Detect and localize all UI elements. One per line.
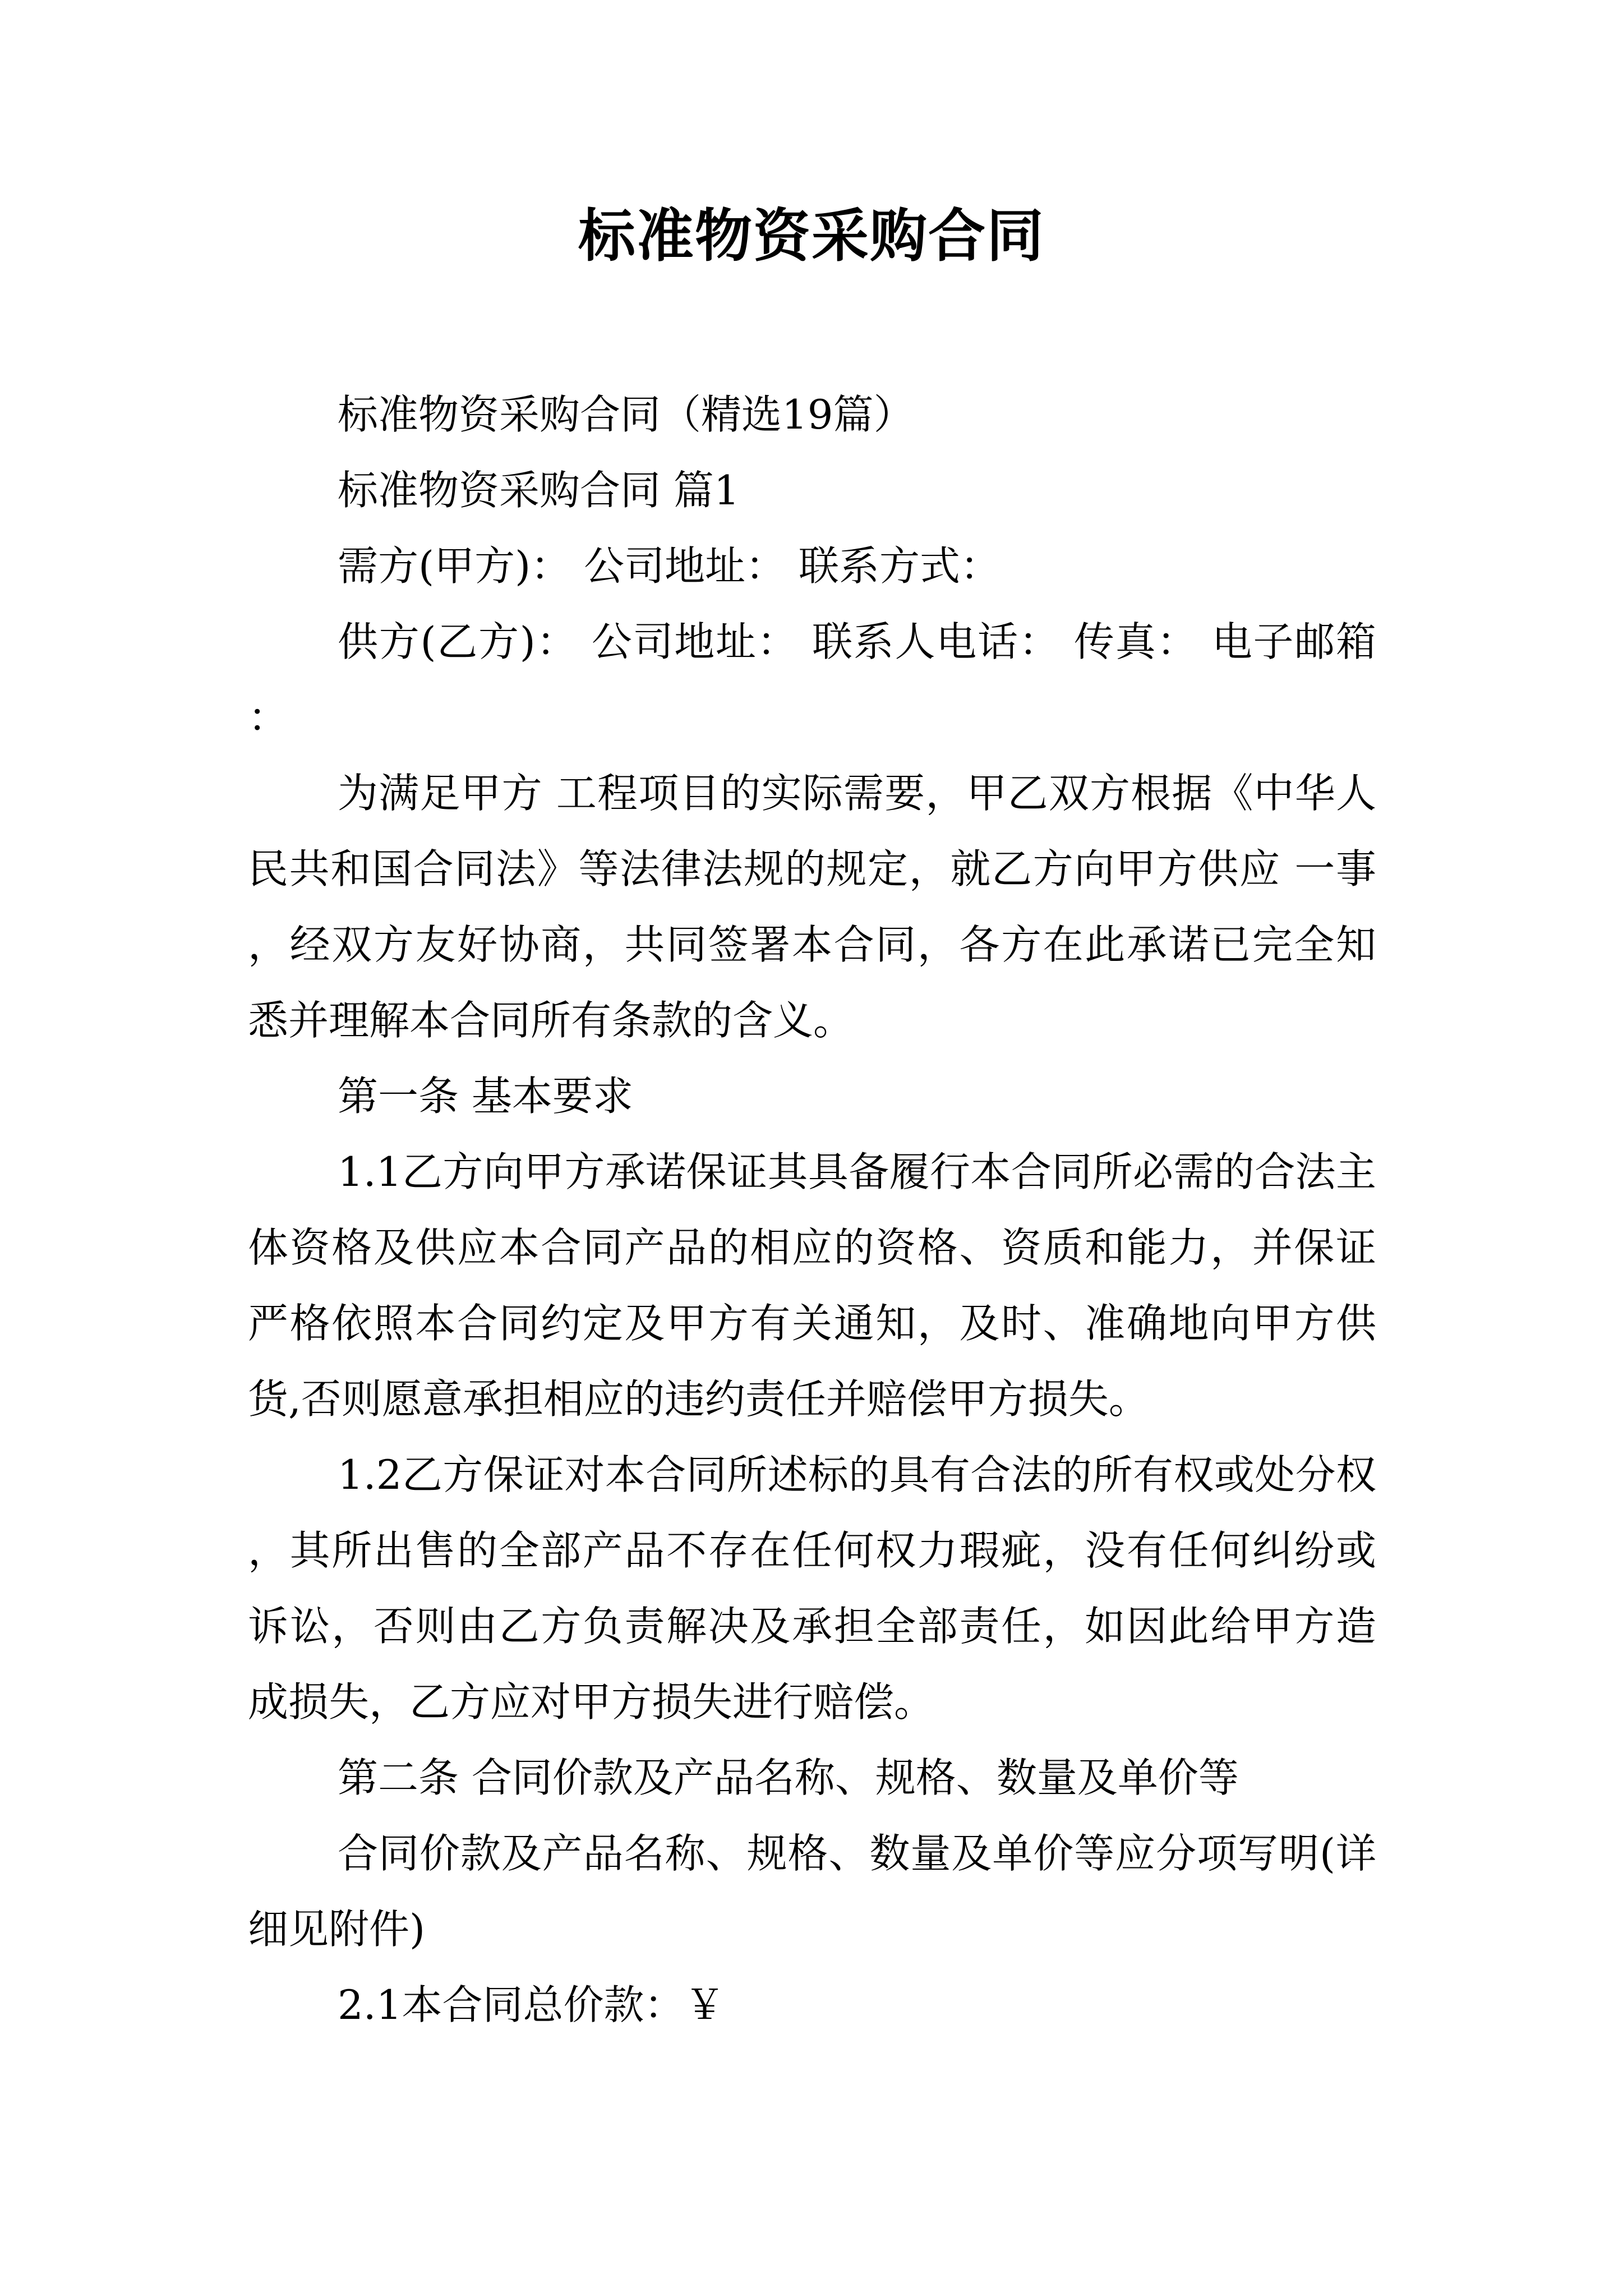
section-heading-article-2: 第二条 合同价款及产品名称、规格、数量及单价等: [338, 1754, 1239, 1801]
paragraph-preamble: 为满足甲方 工程项目的实际需要，甲乙双方根据《中华人民共和国合同法》等法律法规的规定，就乙方向甲方供应 一事，经双方友好协商，共同签署本合同，各方在此承诺已完全知悉并理解本合同所有条款的含义。: [248, 770, 1376, 1044]
paragraph-chapter-heading: 标准物资采购合同 篇1: [338, 467, 740, 514]
clause-1-2: 1.2乙方保证对本合同所述标的具有合法的所有权或处分权，其所出售的全部产品不存在任何权力瑕疵，没有任何纠纷或诉讼，否则由乙方负责解决及承担全部责任，如因此给甲方造成损失，乙方应对甲方损失进行赔偿。: [248, 1451, 1376, 1726]
paragraph-selection-note: 标准物资采购合同（精选19篇）: [338, 391, 914, 438]
paragraph-supplier-info: 供方(乙方)： 公司地址： 联系人电话： 传真： 电子邮箱：: [248, 618, 1376, 741]
paragraph-price-itemization: 合同价款及产品名称、规格、数量及单价等应分项写明(详细见附件): [248, 1830, 1376, 1953]
section-heading-article-1: 第一条 基本要求: [338, 1073, 633, 1120]
document-title: 标准物资采购合同: [578, 203, 1045, 270]
document-body: [248, 377, 1376, 2043]
paragraph-buyer-info: 需方(甲方)： 公司地址： 联系方式：: [338, 542, 1000, 590]
clause-2-1: 2.1本合同总价款：￥: [338, 1981, 725, 2028]
clause-1-1: 1.1乙方向甲方承诺保证其具备履行本合同所必需的合法主体资格及供应本合同产品的相应的资格、资质和能力，并保证严格依照本合同约定及甲方有关通知，及时、准确地向甲方供货,否则愿意承担相应的违约责任并赔偿甲方损失。: [248, 1148, 1376, 1423]
